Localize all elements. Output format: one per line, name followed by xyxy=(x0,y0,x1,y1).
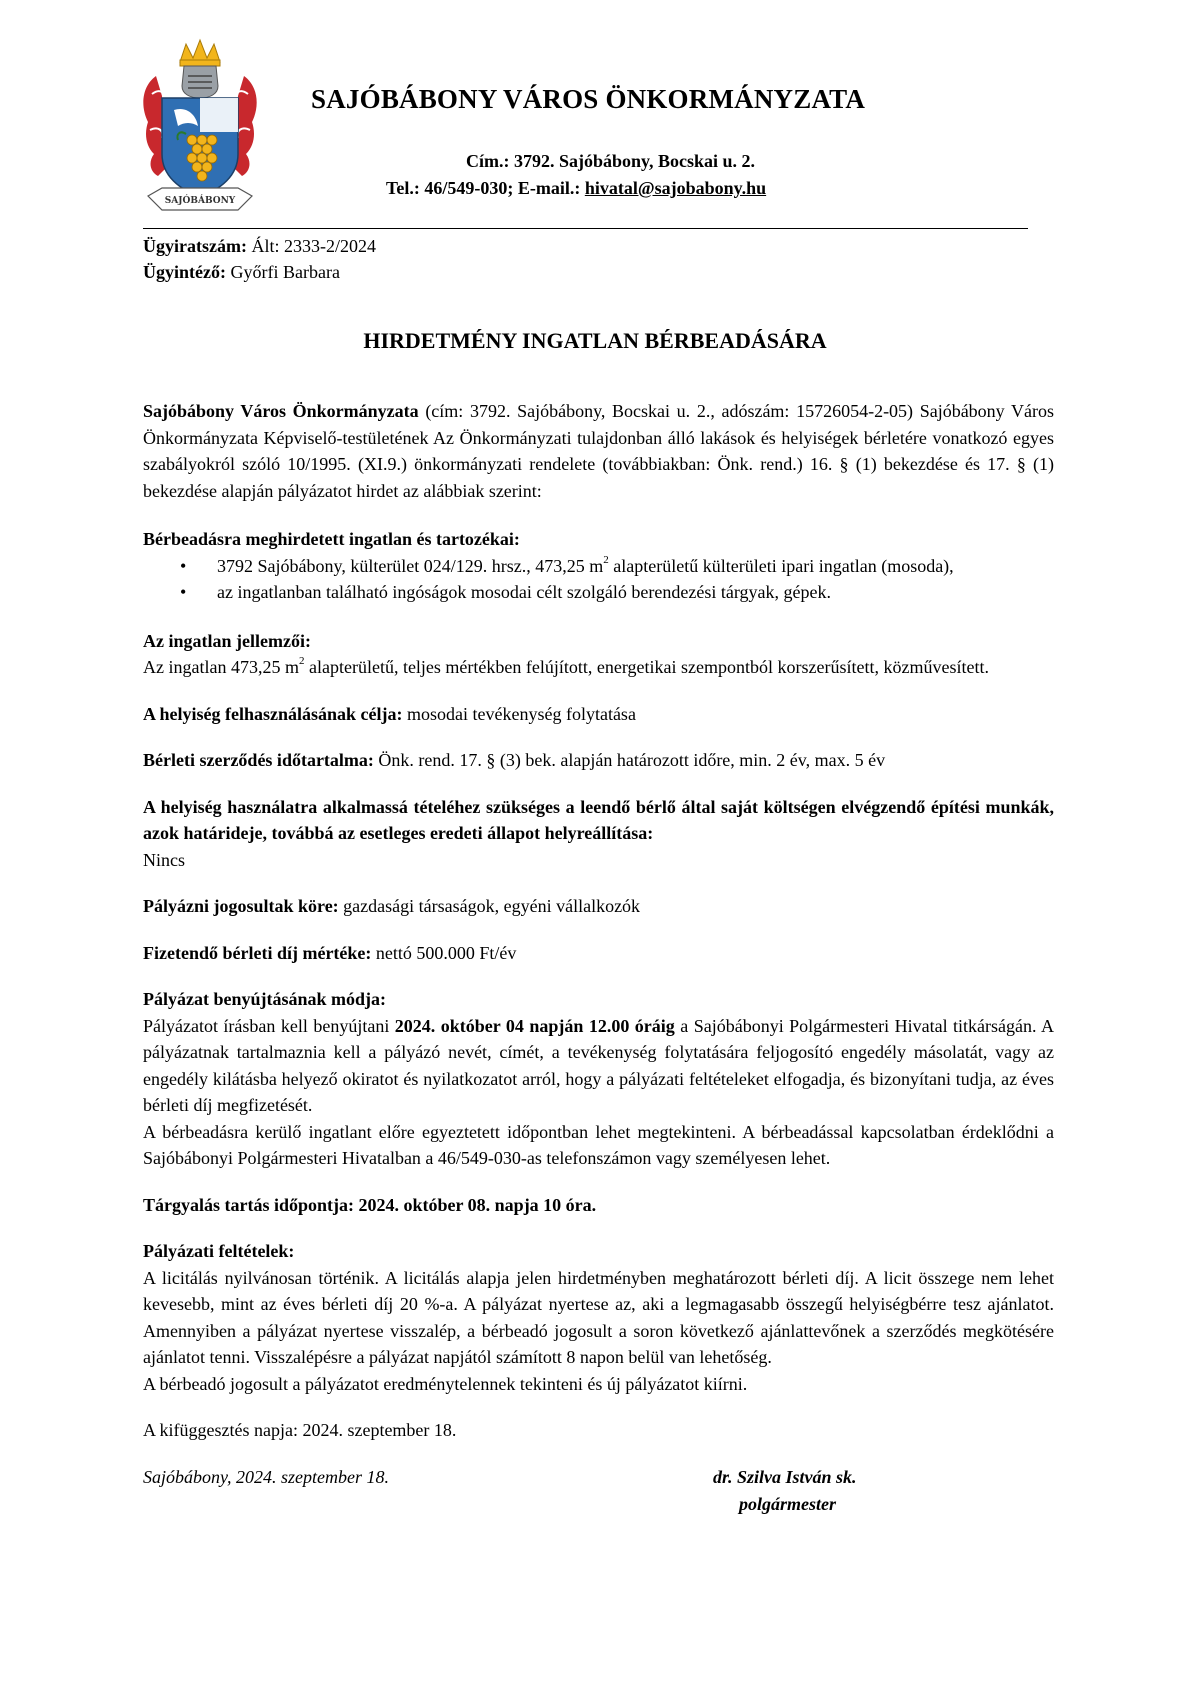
case-number-value: Ált: 2333-2/2024 xyxy=(246,236,376,256)
signer-role: polgármester xyxy=(739,1493,836,1514)
contact-line xyxy=(386,178,766,199)
clerk-value: Győrfi Barbara xyxy=(225,262,340,282)
list-item: • az ingatlanban található ingóságok mosodai célt szolgáló berendezési tárgyak, gépek. xyxy=(143,579,1054,606)
contact-prefix: Tel.: 46/549-030; E-mail.: xyxy=(386,178,585,198)
crest-ribbon-text: SAJÓBÁBONY xyxy=(164,196,236,206)
place-date: Sajóbábony, 2024. szeptember 18. xyxy=(143,1466,389,1487)
intro-paragraph xyxy=(143,398,1054,504)
coat-of-arms-icon xyxy=(140,36,260,224)
conditions-heading: Pályázati feltételek: xyxy=(143,1241,295,1261)
list-item: • 3792 Sajóbábony, külterület 024/129. hrsz., 473,25 $m^2$ alapterületű külterületi ipari ingatlan (mosoda), xyxy=(143,553,1054,580)
property-heading: Bérbeadásra meghirdetett ingatlan és tartozékai: xyxy=(143,529,520,549)
email-link[interactable]: hivatal@sajobabony.hu xyxy=(584,178,767,198)
signer-name: dr. Szilva István sk. xyxy=(713,1466,857,1487)
works-value: Nincs xyxy=(143,849,185,870)
clerk xyxy=(143,262,340,283)
conditions-note: A bérbeadó jogosult a pályázatot eredménytelennek tekinteni és új pályázatot kiírni. xyxy=(143,1373,748,1394)
posting-date: A kifüggesztés napja: 2024. szeptember 18. xyxy=(143,1420,457,1440)
viewing-paragraph: A bérbeadásra kerülő ingatlant előre egyeztetett időpontban lehet megtekinteni. A bérbeadással kapcsolatban érdeklődni a Sajóbábonyi Polgármesteri Hivatalban a 46/549-030-as telefonszámon vagy személyesen lehet. xyxy=(143,1121,1054,1168)
works-heading: A helyiség használatra alkalmassá tételéhez szükséges a leendő bérlő által saját költségen elvégzendő építési munkák, azok határideje, továbbá az esetleges eredeti állapot helyreállítása: xyxy=(143,796,1054,843)
document-body xyxy=(143,398,1054,1518)
eligible-line: Pályázni jogosultak köre: gazdasági társaságok, egyéni vállalkozók xyxy=(143,896,641,916)
signature-block xyxy=(143,1464,1054,1518)
features-text: Az ingatlan 473,25 $m^2$ alapterületű, teljes mértékben felújított, energetikai szempontból korszerűsített, közművesített. xyxy=(143,655,989,677)
duration-line: Bérleti szerződés időtartalma: Önk. rend. 17. § (3) bek. alapján határozott időre, min. 2 év, max. 5 év xyxy=(143,750,886,770)
intro-text: (cím: 3792. Sajóbábony, Bocskai u. 2., adószám: 15726054-2-05) Sajóbábony Város Önkormányzata Képviselő-testületének Az Önkormányzati tulajdonban álló lakások és helyiségek bérletére vonatkozó egyes szabályokról szóló 10/1995. (XI.9.) önkormányzati rendelete (továbbiakban: Önk. rend.) 16. § (1) bekezdése és 17. § (1) bekezdése alapján pályázatot hirdet az alábbiak szerint: xyxy=(143,401,1054,501)
case-number-label: Ügyiratszám: xyxy=(143,236,247,256)
conditions-paragraph: A licitálás nyilvánosan történik. A licitálás alapja jelen hirdetményben meghatározott bérleti díj. A licit összege nem lehet kevesebb, mint az éves bérleti díj 20 %-a. A pályázat nyertese az, aki a legmagasabb összegű helyiségbérre tesz ajánlatot. Amennyiben a pályázat nyertese visszalép, a bérbeadó jogosult a soron következő ajánlattevőnek a szerződés megkötésére ajánlatot tenni. Visszalépésre a pályázat napjától számított 8 napon belül van lehetőség. xyxy=(143,1267,1054,1367)
property-list xyxy=(143,553,1054,606)
organization-title: SAJÓBÁBONY VÁROS ÖNKORMÁNYZATA xyxy=(311,84,866,114)
bullet: • xyxy=(180,555,187,576)
clerk-label: Ügyintéző: xyxy=(143,262,226,282)
submission-heading: Pályázat benyújtásának módja: xyxy=(143,989,387,1009)
address-line: Cím.: 3792. Sajóbábony, Bocskai u. 2. xyxy=(466,151,756,171)
fee-line: Fizetendő bérleti díj mértéke: nettó 500.000 Ft/év xyxy=(143,942,517,963)
case-number xyxy=(143,236,376,257)
document-title: HIRDETMÉNY INGATLAN BÉRBEADÁSÁRA xyxy=(363,328,827,353)
hearing-line: Tárgyalás tartás időpontja: 2024. október 08. napja 10 óra. xyxy=(143,1194,597,1215)
bullet: • xyxy=(180,582,187,602)
intro-org: Sajóbábony Város Önkormányzata xyxy=(143,401,419,421)
features-heading: Az ingatlan jellemzői: xyxy=(143,630,311,651)
purpose-line: A helyiség felhasználásának célja: mosodai tevékenység folytatása xyxy=(143,703,636,724)
submission-paragraph: Pályázatot írásban kell benyújtani 2024. október 04 napján 12.00 óráig a Sajóbábonyi Polgármesteri Hivatal titkárságán. A pályázatnak tartalmaznia kell a pályázó nevét, címét, a tevékenység folytatására feljogosító engedély másolatát, vagy az engedély kilátásba helyező okiratot és nyilatkozatot arról, hogy a pályázati feltételeket elfogadja, és bizonyítani tudja, az éves bérleti díj megfizetését. xyxy=(143,1015,1054,1115)
header-divider xyxy=(143,228,1028,229)
